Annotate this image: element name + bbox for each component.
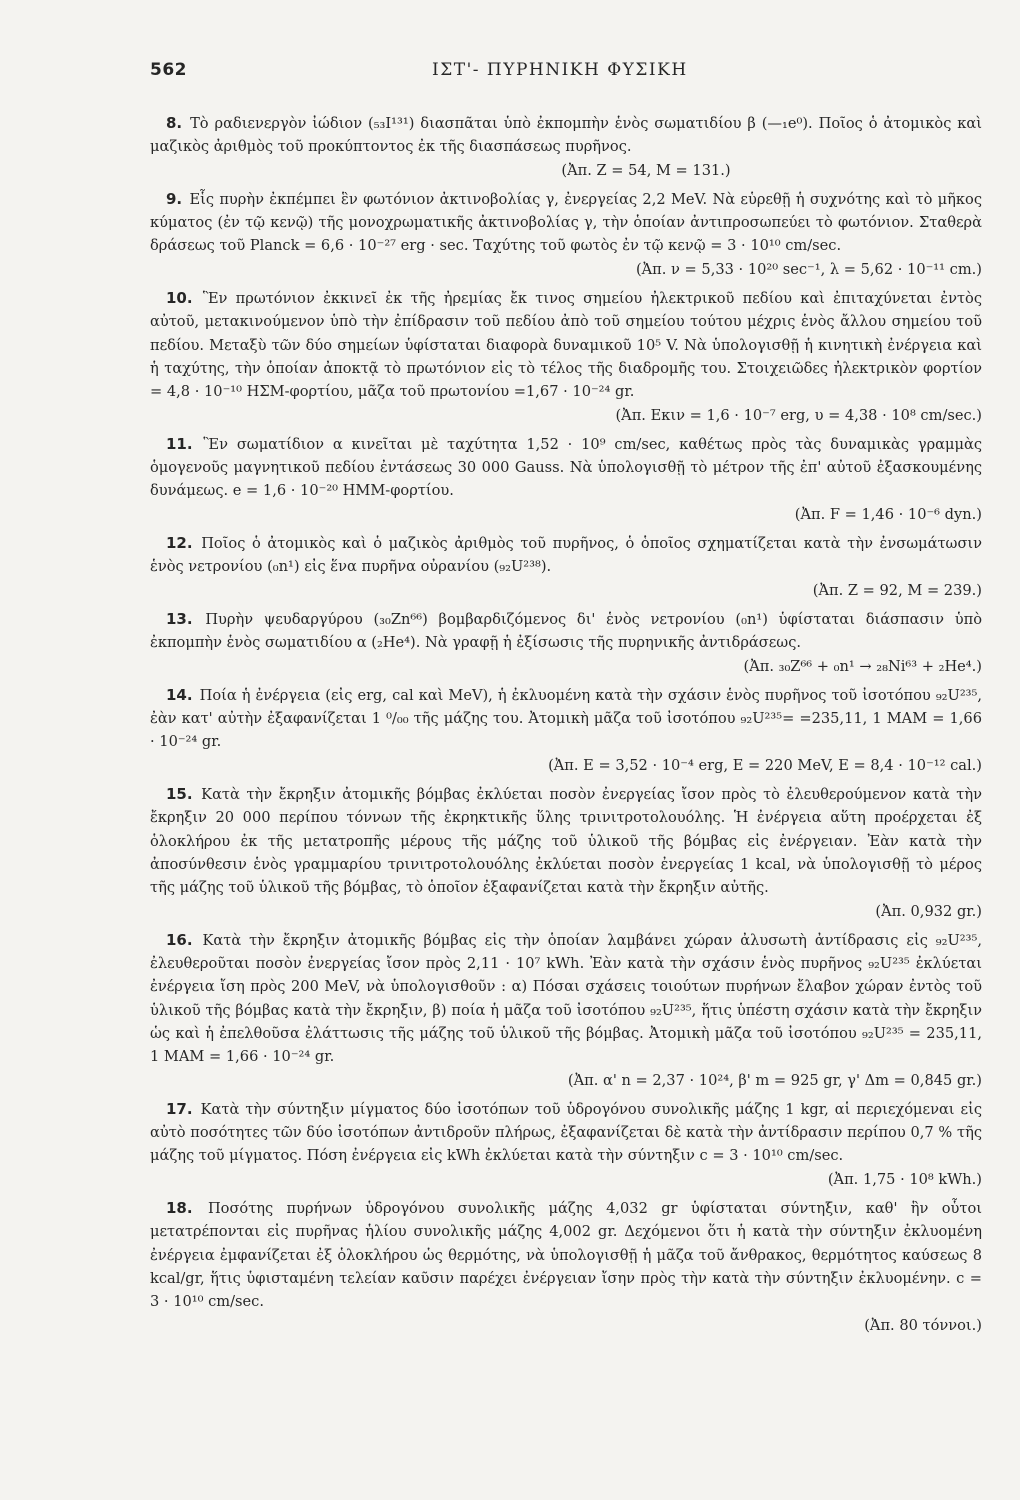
problem-answer: (Ἀπ. α' n = 2,37 · 10²⁴, β' m = 925 gr, γ' Δm = 0,845 gr.) [567,1071,982,1089]
problem-text: Κατὰ τὴν ἔκρηξιν ἀτομικῆς βόμβας εἰς τὴν ὁποίαν λαμβάνει χώραν ἀλυσωτὴ ἀντίδρασις εἰς ₉₂U²³⁵, ἐλευθεροῦται ποσὸν ἐνεργείας ἴσον πρὸς 2,11 · 10⁷ kWh. Ἐὰν κατὰ τὴν σχάσιν ἑνὸς πυρῆνος ₉₂U²³⁵ ἐκλύεται ἐνέργεια ἴση πρὸς 200 MeV, νὰ ὑπολογισθοῦν : α) Πόσαι σχάσεις τοιούτων πυρήνων ἔλαβον χώραν ἐντὸς τοῦ ὑλικοῦ τῆς βόμβας κατὰ τὴν ἔκρηξιν, β) ποία ἡ μᾶζα τοῦ ἰσοτόπου ₉₂U²³⁵, ἥτις ὑπέστη σχάσιν κατὰ τὴν ἔκρηξιν ὡς καὶ ἡ ἐπελθοῦσα ἐλάττωσις τῆς μάζης τοῦ ὑλικοῦ τῆς βόμβας. Ἀτομικὴ μᾶζα τοῦ ἰσοτόπου ₉₂U²³⁵ = 235,11, 1 MAM = 1,66 · 10⁻²⁴ gr. [150,931,982,1066]
problem-answer: (Ἀπ. ₃₀Z⁶⁶ + ₀n¹ → ₂₈Ni⁶³ + ₂He⁴.) [743,657,982,675]
problem-8 [150,112,982,182]
page-number: 562 [150,60,187,80]
problem-16 [150,929,982,1092]
problem-answer: (Ἀπ. F = 1,46 · 10⁻⁶ dyn.) [794,505,982,523]
problem-number: 11. [166,434,193,453]
problem-number: 12. [166,534,193,553]
problem-text: Ἓν πρωτόνιον ἐκκινεῖ ἐκ τῆς ἠρεμίας ἔκ τινος σημείου ἠλεκτρικοῦ πεδίου καὶ ἐπιταχύνεται ἐντὸς αὐτοῦ, μετακινούμενον ὑπὸ τὴν ἐπίδρασιν τοῦ πεδίου ἀπὸ τοῦ σημείου τούτου μέχρις ἑνὸς ἄλλου σημείου τοῦ πεδίου. Μεταξὺ τῶν δύο σημείων ὑφίσταται διαφορὰ δυναμικοῦ 10⁵ V. Νὰ ὑπολογισθῇ ἡ κινητικὴ ἐνέργεια καὶ ἡ ταχύτης, τὴν ὁποίαν ἀποκτᾷ τὸ πρωτόνιον εἰς τὸ τέλος τῆς διαδρομῆς του. Στοιχειῶδες ἠλεκτρικὸν φορτίον = 4,8 · 10⁻¹⁰ ΗΣΜ-φορτίου, μᾶζα τοῦ πρωτονίου =1,67 · 10⁻²⁴ gr. [150,290,982,401]
problem-text: Κατὰ τὴν σύντηξιν μίγματος δύο ἰσοτόπων τοῦ ὑδρογόνου συνολικῆς μάζης 1 kgr, αἱ περιεχόμεναι εἰς αὐτὸ ποσότητες τῶν δύο ἰσοτόπων ἀντιδροῦν πλήρως, ἐξαφανίζεται δὲ κατὰ τὴν ἀντίδρασιν περίπου 0,7 % τῆς μάζης τοῦ μίγματος. Πόση ἐνέργεια εἰς kWh ἐκλύεται κατὰ τὴν σύντηξιν c = 3 · 10¹⁰ cm/sec. [150,1100,982,1165]
problem-number: 9. [166,189,183,208]
problem-number: 18. [166,1199,193,1218]
problem-answer: (Ἀπ. Eκιν = 1,6 · 10⁻⁷ erg, υ = 4,38 · 10⁸ cm/sec.) [615,406,982,424]
problem-11 [150,433,982,526]
problem-number: 17. [166,1099,193,1118]
problem-text: Τὸ ραδιενεργὸν ἰώδιον (₅₃I¹³¹) διασπᾶται ὑπὸ ἐκπομπὴν ἑνὸς σωματιδίου β (—₁e⁰). Ποῖος ὁ ἀτομικὸς καὶ μαζικὸς ἀριθμὸς τοῦ προκύπτοντος ἐκ τῆς διασπάσεως πυρῆνος. [150,115,982,156]
problem-number: 14. [166,685,193,704]
problem-9 [150,188,982,281]
problem-number: 13. [166,609,193,628]
running-title: ΙΣΤ'- ΠΥΡΗΝΙΚΗ ΦΥΣΙΚΗ [432,60,688,80]
problem-text: Ποσότης πυρήνων ὑδρογόνου συνολικῆς μάζης 4,032 gr ὑφίσταται σύντηξιν, καθ' ἣν οὗτοι μετατρέπονται εἰς πυρῆνας ἡλίου συνολικῆς μάζης 4,002 gr. Δεχόμενοι ὅτι ἡ κατὰ τὴν σύντηξιν ἐκλυομένη ἐνέργεια ἐμφανίζεται ἐξ ὁλοκλήρου ὡς θερμότης, νὰ ὑπολογισθῇ ἡ μᾶζα τοῦ ἄνθρακος, θερμότητος καύσεως 8 kcal/gr, ἥτις ὑφισταμένη τελείαν καῦσιν παρέχει ἐνέργειαν ἴσην πρὸς τὴν κατὰ τὴν σύντηξιν ἐκλυομένην. c = 3 · 10¹⁰ cm/sec. [150,1200,983,1311]
problem-text: Εἷς πυρὴν ἐκπέμπει ἓν φωτόνιον ἀκτινοβολίας γ, ἐνεργείας 2,2 MeV. Νὰ εὑρεθῇ ἡ συχνότης καὶ τὸ μῆκος κύματος (ἐν τῷ κενῷ) τῆς μονοχρωματικῆς ἀκτινοβολίας γ, τὴν ὁποίαν ἀντιπροσωπεύει τὸ φωτόνιον. Σταθερὰ δράσεως τοῦ Planck = 6,6 · 10⁻²⁷ erg · sec. Ταχύτης τοῦ φωτὸς ἐν τῷ κενῷ = 3 · 10¹⁰ cm/sec. [150,190,982,255]
problem-answer: (Ἀπ. E = 3,52 · 10⁻⁴ erg, E = 220 MeV, E = 8,4 · 10⁻¹² cal.) [548,756,982,774]
problem-answer: (Ἀπ. 80 τόννοι.) [864,1316,982,1334]
problem-18 [150,1197,982,1337]
problem-text: Κατὰ τὴν ἔκρηξιν ἀτομικῆς βόμβας ἐκλύεται ποσὸν ἐνεργείας ἴσον πρὸς τὸ ἐλευθερούμενον κατὰ τὴν ἔκρηξιν 20 000 περίπου τόννων τῆς ἐκρηκτικῆς ὕλης τρινιτροτολουόλης. Ἡ ἐνέργεια αὕτη προέρχεται ἐξ ὁλοκλήρου ἐκ τῆς μετατροπῆς μέρους τῆς μάζης τοῦ ὑλικοῦ τῆς βόμβας εἰς ἐνέργειαν. Ἐὰν κατὰ τὴν ἀποσύνθεσιν ἑνὸς γραμμαρίου τρινιτροτολουόλης ἐκλύεται ποσὸν ἐνεργείας 1 kcal, νὰ ὑπολογισθῇ τὸ μέρος τῆς μάζης τοῦ ὑλικοῦ τῆς βόμβας, τὸ ὁποῖον ἐξαφανίζεται κατὰ τὴν ἔκρηξιν αὐτῆς. [150,786,982,897]
problem-text: Ποία ἡ ἐνέργεια (εἰς erg, cal καὶ MeV), ἡ ἐκλυομένη κατὰ τὴν σχάσιν ἑνὸς πυρῆνος τοῦ ἰσοτόπου ₉₂U²³⁵, ἐὰν κατ' αὐτὴν ἐξαφανίζεται 1 ⁰/₀₀ τῆς μάζης του. Ἀτομικὴ μᾶζα τοῦ ἰσοτόπου ₉₂U²³⁵= =235,11, 1 MAM = 1,66 · 10⁻²⁴ gr. [150,686,983,751]
problem-13 [150,608,982,678]
problem-text: Ποῖος ὁ ἀτομικὸς καὶ ὁ μαζικὸς ἀριθμὸς τοῦ πυρῆνος, ὁ ὁποῖος σχηματίζεται κατὰ τὴν ἐνσωμάτωσιν ἑνὸς νετρονίου (₀n¹) εἰς ἕνα πυρῆνα οὐρανίου (₉₂U²³⁸). [150,535,982,576]
problem-number: 16. [166,930,193,949]
problem-number: 10. [166,289,193,308]
problem-10 [150,287,982,427]
page-header [150,60,982,96]
problem-answer: (Ἀπ. Z = 92, M = 239.) [812,581,982,599]
problem-12 [150,532,982,602]
problem-15 [150,783,982,923]
problem-list [150,112,982,1337]
problem-answer: (Ἀπ. ν = 5,33 · 10²⁰ sec⁻¹, λ = 5,62 · 10⁻¹¹ cm.) [635,260,982,278]
problem-text: Πυρὴν ψευδαργύρου (₃₀Zn⁶⁶) βομβαρδιζόμενος δι' ἑνὸς νετρονίου (₀n¹) ὑφίσταται διάσπασιν ὑπὸ ἐκπομπὴν ἑνὸς σωματιδίου α (₂He⁴). Νὰ γραφῇ ἡ ἐξίσωσις τῆς πυρηνικῆς ἀντιδράσεως. [150,610,982,652]
problem-answer: (Ἀπ. 0,932 gr.) [875,902,982,920]
problem-number: 8. [166,114,183,132]
problem-text: Ἓν σωματίδιον α κινεῖται μὲ ταχύτητα 1,52 · 10⁹ cm/sec, καθέτως πρὸς τὰς δυναμικὰς γραμμὰς ὁμογενοῦς μαγνητικοῦ πεδίου ἐντάσεως 30 000 Gauss. Νὰ ὑπολογισθῇ τὸ μέτρον τῆς ἐπ' αὐτοῦ ἐξασκουμένης δυνάμεως. e = 1,6 · 10⁻²⁰ ΗΜΜ-φορτίου. [150,435,983,500]
problem-answer: (Ἀπ. 1,75 · 10⁸ kWh.) [827,1170,982,1188]
problem-answer: (Ἀπ. Z = 54, M = 131.) [561,161,731,179]
problem-number: 15. [166,785,193,804]
problem-14 [150,684,982,777]
problem-17 [150,1098,982,1191]
